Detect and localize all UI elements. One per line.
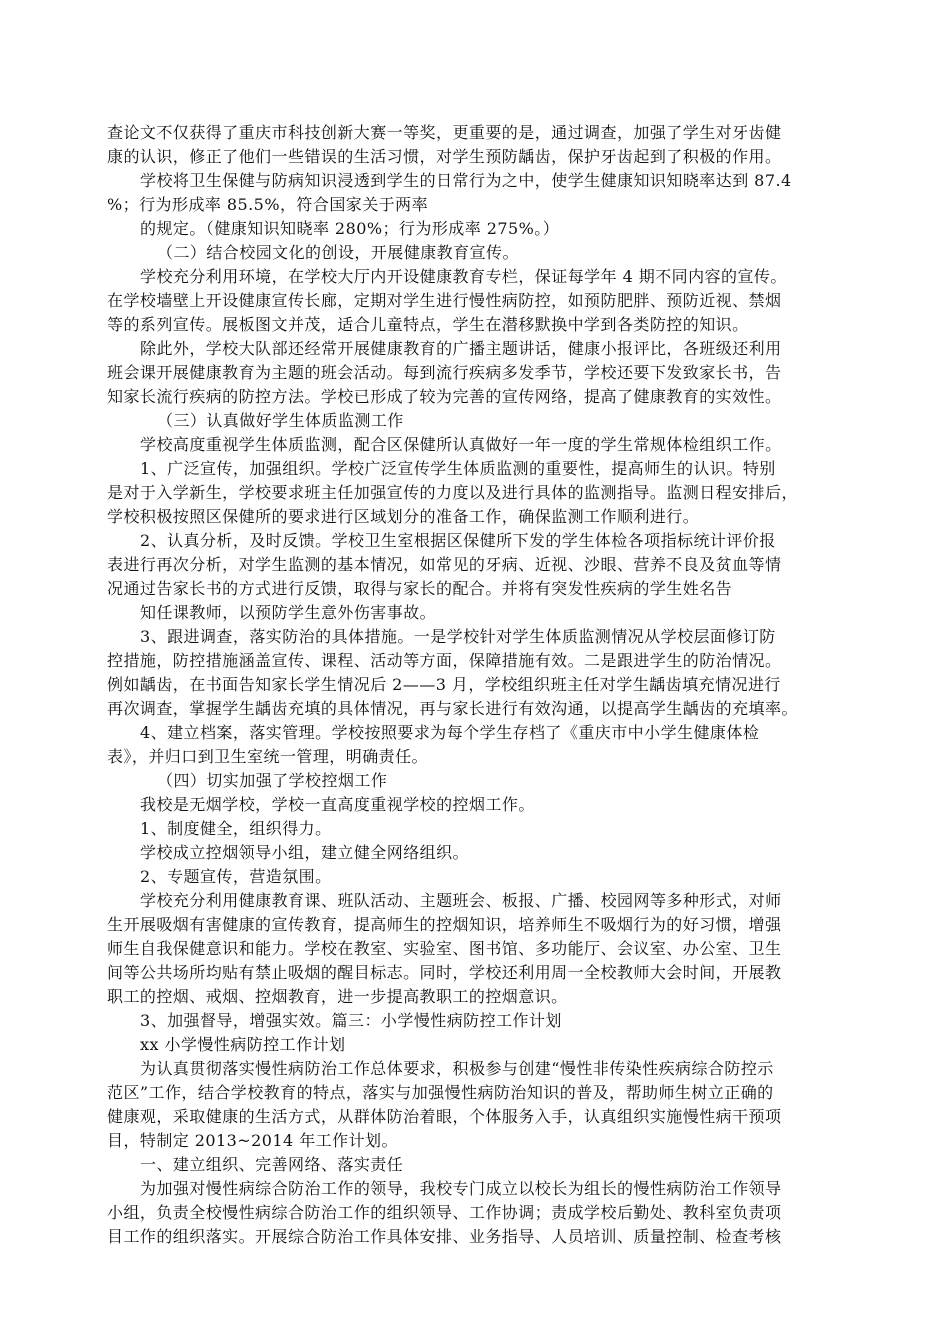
text-line: 控措施，防控措施涵盖宣传、课程、活动等方面，保障措施有效。二是跟进学生的防治情况。 bbox=[107, 651, 782, 670]
text-line: 学校积极按照区保健所的要求进行区域划分的准备工作，确保监测工作顺利进行。 bbox=[107, 507, 700, 526]
text-line: 学校充分利用健康教育课、班队活动、主题班会、板报、广播、校园网等多种形式，对师 bbox=[140, 891, 782, 910]
text-line: xx 小学慢性病防控工作计划 bbox=[140, 1035, 346, 1054]
text-line: 1、制度健全，组织得力。 bbox=[140, 819, 332, 838]
text-line: 小组，负责全校慢性病综合防治工作的组织领导、工作协调；责成学校后勤处、教科室负责项 bbox=[107, 1203, 782, 1222]
text-line: 生开展吸烟有害健康的宣传教育，提高师生的控烟知识，培养师生不吸烟行为的好习惯，增强 bbox=[107, 915, 782, 934]
text-line: 为加强对慢性病综合防治工作的领导，我校专门成立以校长为组长的慢性病防治工作领导 bbox=[140, 1179, 782, 1198]
text-line: 班会课开展健康教育为主题的班会活动。每到流行疾病多发季节，学校还要下发致家长书，告 bbox=[107, 363, 782, 382]
text-line: 况通过告家长书的方式进行反馈，取得与家长的配合。并将有突发性疾病的学生姓名告 bbox=[107, 579, 733, 598]
text-line: 一、建立组织、完善网络、落实责任 bbox=[140, 1155, 404, 1174]
text-line: 学校成立控烟领导小组，建立健全网络组织。 bbox=[140, 843, 470, 862]
text-line: 表》，并归口到卫生室统一管理，明确责任。 bbox=[107, 747, 429, 766]
text-line: 知任课教师，以预防学生意外伤害事故。 bbox=[140, 603, 437, 622]
text-line: 3、加强督导，增强实效。篇三：小学慢性病防控工作计划 bbox=[140, 1011, 562, 1030]
text-line: 4、建立档案，落实管理。学校按照要求为每个学生存档了《重庆市中小学生健康体检 bbox=[140, 723, 760, 742]
text-line: 2、专题宣传，营造氛围。 bbox=[140, 867, 332, 886]
text-line: 的规定。（健康知识知晓率 280%；行为形成率 275%。） bbox=[140, 219, 560, 238]
text-line: 范区”工作，结合学校教育的特点，落实与加强慢性病防治知识的普及，帮助师生树立正确的 bbox=[107, 1083, 774, 1102]
text-line: 例如龋齿，在书面告知家长学生情况后 2——3 月，学校组织班主任对学生龋齿填充情况进行 bbox=[107, 675, 781, 694]
text-line: 是对于入学新生，学校要求班主任加强宣传的力度以及进行具体的监测指导。监测日程安排后， bbox=[107, 483, 798, 502]
text-line: 等的系列宣传。展板图文并茂，适合儿童特点，学生在潜移默换中学到各类防控的知识。 bbox=[107, 315, 749, 334]
text-line: （四）切实加强了学校控烟工作 bbox=[157, 771, 388, 790]
text-line: 知家长流行疾病的防控方法。学校已形成了较为完善的宣传网络，提高了健康教育的实效性。 bbox=[107, 387, 782, 406]
text-line: 目工作的组织落实。开展综合防治工作具体安排、业务指导、人员培训、质量控制、检查考核 bbox=[107, 1227, 782, 1246]
text-line: （三）认真做好学生体质监测工作 bbox=[157, 411, 404, 430]
text-line: 健康观，采取健康的生活方式，从群体防治着眼，个体服务入手，认真组织实施慢性病干预项 bbox=[107, 1107, 782, 1126]
text-line: 1、广泛宣传，加强组织。学校广泛宣传学生体质监测的重要性，提高师生的认识。特别 bbox=[140, 459, 776, 478]
text-line: 再次调查，掌握学生龋齿充填的具体情况，再与家长进行有效沟通，以提高学生龋齿的充填率。 bbox=[107, 699, 798, 718]
text-line: 间等公共场所均贴有禁止吸烟的醒目标志。同时，学校还利用周一全校教师大会时间，开展教 bbox=[107, 963, 782, 982]
text-line: %；行为形成率 85.5%，符合国家关于两率 bbox=[107, 195, 429, 214]
text-line: 目，特制定 2013~2014 年工作计划。 bbox=[107, 1131, 398, 1150]
document-body bbox=[107, 121, 853, 1249]
text-line: 职工的控烟、戒烟、控烟教育，进一步提高教职工的控烟意识。 bbox=[107, 987, 568, 1006]
text-line: 3、跟进调查，落实防治的具体措施。一是学校针对学生体质监测情况从学校层面修订防 bbox=[140, 627, 776, 646]
text-line: 除此外，学校大队部还经常开展健康教育的广播主题讲话，健康小报评比，各班级还利用 bbox=[140, 339, 782, 358]
text-line: 表进行再次分析，对学生监测的基本情况，如常见的牙病、近视、沙眼、营养不良及贫血等情 bbox=[107, 555, 782, 574]
text-line: 康的认识，修正了他们一些错误的生活习惯，对学生预防龋齿，保护牙齿起到了积极的作用。 bbox=[107, 147, 782, 166]
text-line: 在学校墙壁上开设健康宣传长廊，定期对学生进行慢性病防控，如预防肥胖、预防近视、禁烟 bbox=[107, 291, 782, 310]
text-line: 学校高度重视学生体质监测，配合区保健所认真做好一年一度的学生常规体检组织工作。 bbox=[140, 435, 782, 454]
text-line: 我校是无烟学校，学校一直高度重视学校的控烟工作。 bbox=[140, 795, 535, 814]
text-line: 学校充分利用环境，在学校大厅内开设健康教育专栏，保证每学年 4 期不同内容的宣传。 bbox=[140, 267, 787, 286]
text-line: 查论文不仅获得了重庆市科技创新大赛一等奖，更重要的是，通过调查，加强了学生对牙齿健 bbox=[107, 123, 782, 142]
text-line: 学校将卫生保健与防病知识浸透到学生的日常行为之中，使学生健康知识知晓率达到 87.4 bbox=[140, 171, 792, 190]
text-line: 师生自我保健意识和能力。学校在教室、实验室、图书馆、多功能厅、会议室、办公室、卫生 bbox=[107, 939, 782, 958]
text-line: 2、认真分析，及时反馈。学校卫生室根据区保健所下发的学生体检各项指标统计评价报 bbox=[140, 531, 776, 550]
text-line: （二）结合校园文化的创设，开展健康教育宣传。 bbox=[157, 243, 519, 262]
text-line: 为认真贯彻落实慢性病防治工作总体要求，积极参与创建“慢性非传染性疾病综合防控示 bbox=[140, 1059, 774, 1078]
